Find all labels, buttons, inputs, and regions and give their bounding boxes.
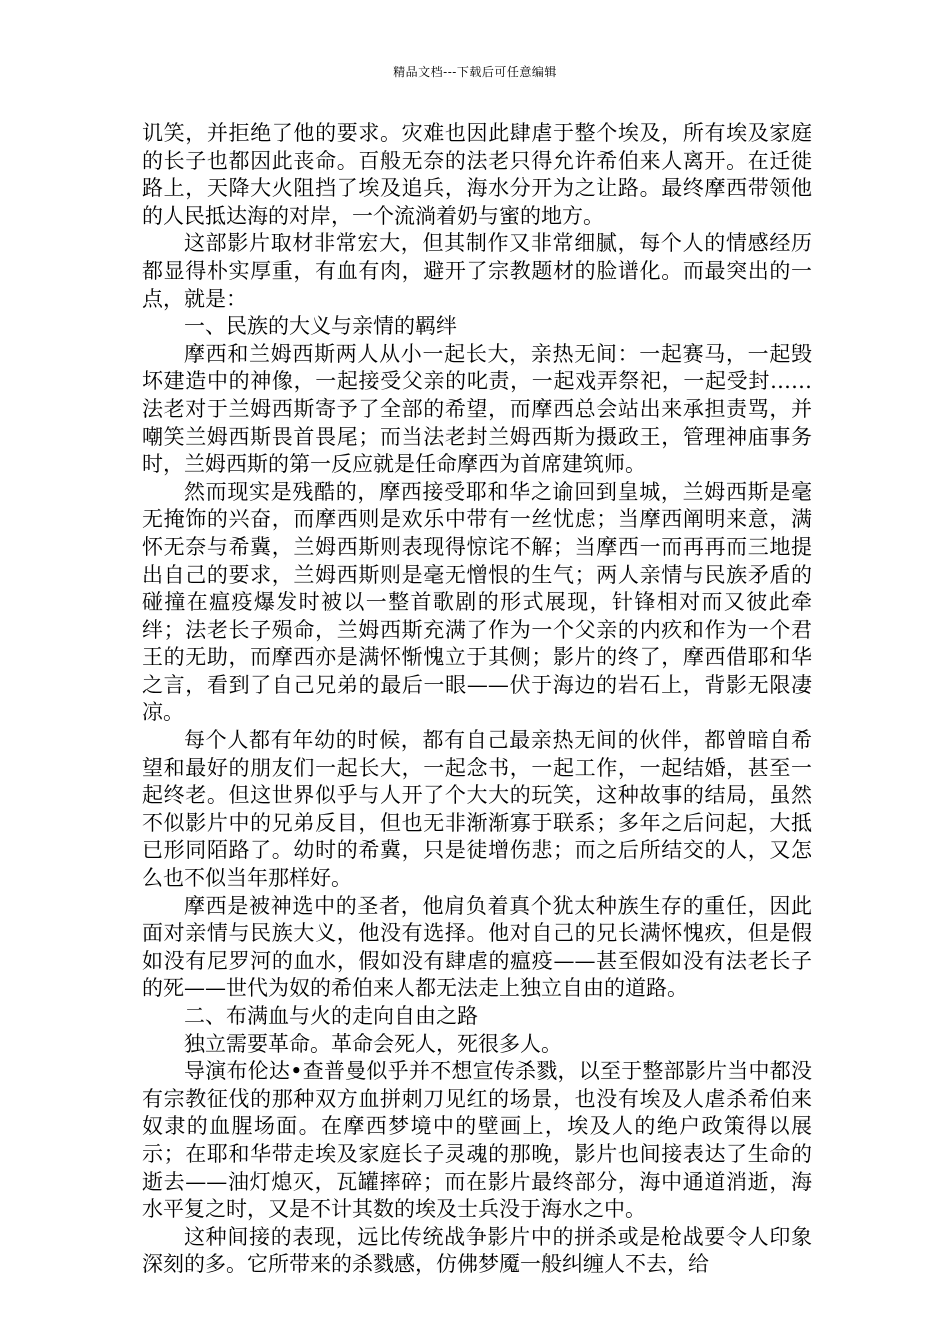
section-heading-1: 一、民族的大义与亲情的羁绊 [184,314,457,339]
section-heading-2: 二、布满血与火的走向自由之路 [184,1004,478,1028]
paragraph-3: 摩西和兰姆西斯两人从小一起长大，亲热无间：一起赛马，一起毁坏建造中的神像，一起接受父亲的叱责，一起戏弄祭祀，一起受封……法老对于兰姆西斯寄予了全部的希望，而摩西总会站出来承担责骂，并嘲笑兰姆西斯畏首畏尾；而当法老封兰姆西斯为摄政王，管理神庙事务时，兰姆西斯的第一反应就是任命摩西为首席建筑师。 [142,341,812,477]
page-header: 精品文档---下载后可任意编辑 [393,65,557,79]
document-body [142,120,812,1279]
paragraph-4: 然而现实是残酷的，摩西接受耶和华之谕回到皇城，兰姆西斯是毫无掩饰的兴奋，而摩西则是欢乐中带有一丝忧虑；当摩西阐明来意，满怀无奈与希冀，兰姆西斯则表现得惊诧不解；当摩西一而再再而三地提出自己的要求，兰姆西斯则是毫无憎恨的生气；两人亲情与民族矛盾的碰撞在瘟疫爆发时被以一整首歌剧的形式展现，针锋相对而又彼此牵绊；法老长子殒命，兰姆西斯充满了作为一个父亲的内疚和作为一个君王的无助，而摩西亦是满怀惭愧立于其侧；影片的终了，摩西借耶和华之言，看到了自己兄弟的最后一眼——伏于海边的岩石上，背影无限凄凉。 [142,479,812,725]
paragraph-9: 这种间接的表现，远比传统战争影片中的拼杀或是枪战要令人印象深刻的多。它所带来的杀戮感，仿佛梦魇一般纠缠人不去，给 [142,1224,812,1277]
paragraph-1: 讥笑，并拒绝了他的要求。灾难也因此肆虐于整个埃及，所有埃及家庭的长子也都因此丧命。百般无奈的法老只得允许希伯来人离开。在迁徙路上，天降大火阻挡了埃及追兵，海水分开为之让路。最终摩西带领他的人民抵达海的对岸，一个流淌着奶与蜜的地方。 [142,121,812,228]
paragraph-8: 导演布伦达•查普曼似乎并不想宣传杀戮，以至于整部影片当中都没有宗教征伐的那种双方血拼刺刀见红的场景，也没有埃及人虐杀希伯来奴隶的血腥场面。在摩西梦境中的壁画上，埃及人的绝户政策得以展示；在耶和华带走埃及家庭长子灵魂的那晚，影片也间接表达了生命的逝去——油灯熄灭，瓦罐摔碎；而在影片最终部分，海中通道消逝，海水平复之时，又是不计其数的埃及士兵没于海水之中。 [142,1059,812,1222]
paragraph-6: 摩西是被神选中的圣者，他肩负着真个犹太种族生存的重任，因此面对亲情与民族大义，他没有选择。他对自己的兄长满怀愧疚，但是假如没有尼罗河的血水，假如没有肆虐的瘟疫——甚至假如没有法老长子的死——世代为奴的希伯来人都无法走上独立自由的道路。 [142,893,812,1001]
paragraph-2: 这部影片取材非常宏大，但其制作又非常细腻，每个人的情感经历都显得朴实厚重，有血有肉，避开了宗教题材的脸谱化。而最突出的一点，就是： [142,231,812,311]
paragraph-7: 独立需要革命。革命会死人，死很多人。 [184,1031,562,1056]
paragraph-5: 每个人都有年幼的时候，都有自己最亲热无间的伙伴，都曾暗自希望和最好的朋友们一起长大，一起念书，一起工作，一起结婚，甚至一起终老。但这世界似乎与人开了个大大的玩笑，这种故事的结局，虽然不似影片中的兄弟反目，但也无非渐渐寡于联系；多年之后问起，大抵已形同陌路了。幼时的希冀，只是徒增伤悲；而之后所结交的人，又怎么也不似当年那样好。 [142,728,812,891]
